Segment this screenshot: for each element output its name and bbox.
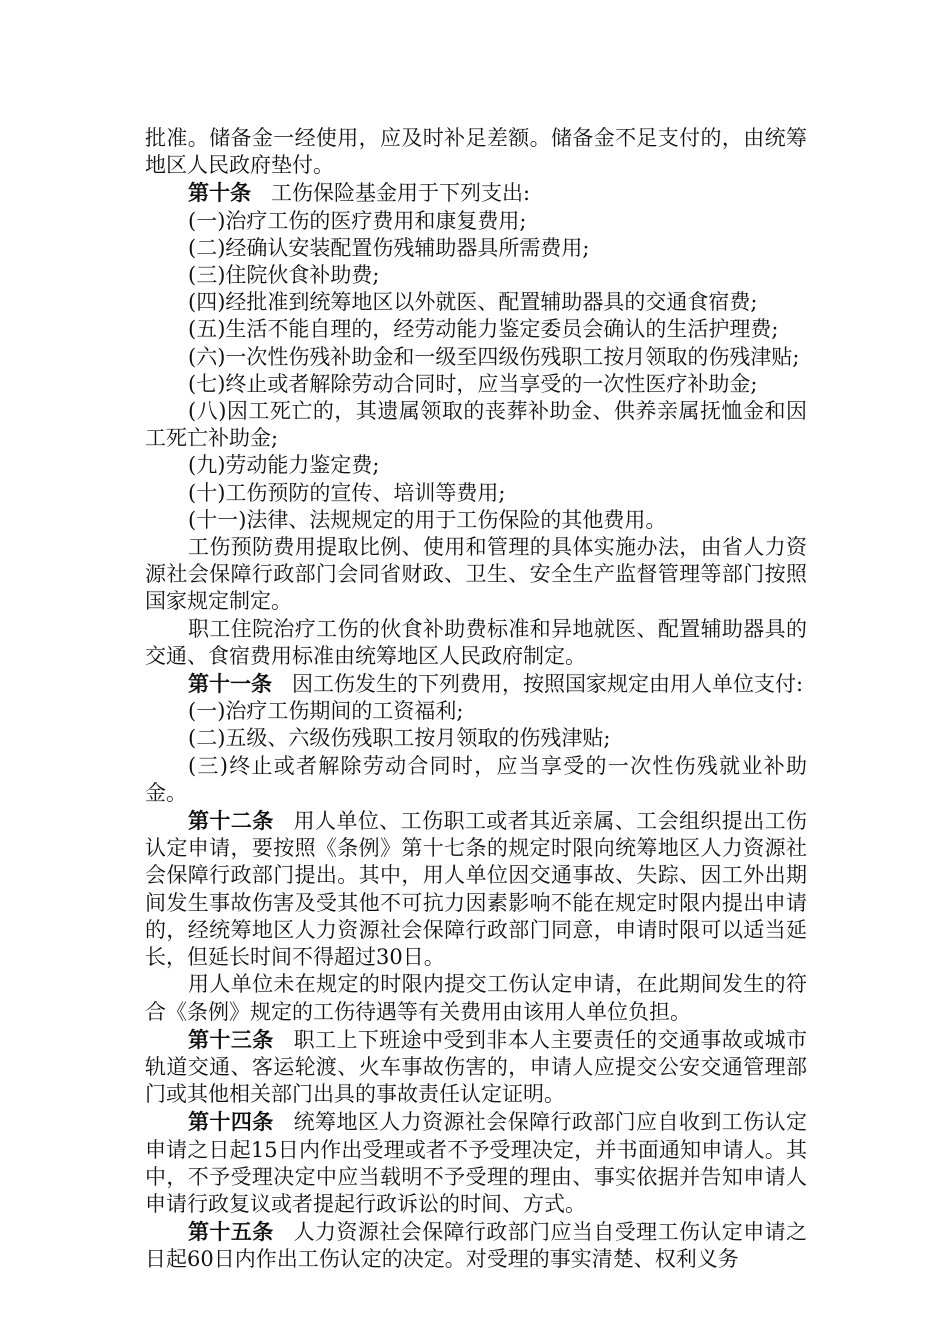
- paragraph-text: 批准。储备金一经使用，应及时补足差额。储备金不足支付的，由统筹地区人民政府垫付。: [145, 126, 807, 178]
- paragraph-text: (一)治疗工伤的医疗费用和康复费用;: [188, 208, 527, 233]
- paragraph-text: 职工住院治疗工伤的伙食补助费标准和异地就医、配置辅助器具的交通、食宿费用标准由统筹地区人民政府制定。: [145, 616, 807, 668]
- paragraph: [145, 507, 807, 534]
- paragraph-text: (三)住院伙食补助费;: [188, 263, 380, 288]
- article-heading: 第十五条: [188, 1219, 274, 1245]
- paragraph-text: (二)经确认安装配置伤残辅助器具所需费用;: [188, 235, 590, 260]
- article-heading: 第十条: [188, 180, 251, 206]
- paragraph: [145, 344, 807, 371]
- paragraph: [145, 289, 807, 316]
- paragraph-text: (十)工伤预防的宣传、培训等费用;: [188, 480, 506, 505]
- paragraph-text: 统筹地区人力资源社会保障行政部门应自收到工伤认定申请之日起15日内作出受理或者不予受理决定，并书面通知申请人。其中，不予受理决定中应当载明不予受理的理由、事实依据并告知申请人申请行政复议或者提起行政诉讼的时间、方式。: [145, 1110, 808, 1216]
- paragraph-text: 职工上下班途中受到非本人主要责任的交通事故或城市轨道交通、客运轮渡、火车事故伤害的，申请人应提交公安交通管理部门或其他相关部门出具的事故责任认定证明。: [145, 1027, 808, 1107]
- paragraph: [145, 753, 807, 807]
- paragraph: [145, 616, 807, 670]
- paragraph: [145, 725, 807, 752]
- paragraph-text: (五)生活不能自理的，经劳动能力鉴定委员会确认的生活护理费;: [188, 317, 779, 342]
- paragraph: [145, 452, 807, 479]
- paragraph-text: 用人单位、工伤职工或者其近亲属、工会组织提出工伤认定申请，要按照《条例》第十七条的规定时限向统筹地区人力资源社会保障行政部门提出。其中，用人单位因交通事故、失踪、因工外出期间发生事故伤害及受其他不可抗力因素影响不能在规定时限内提出申请的，经统筹地区人力资源社会保障行政部门同意，申请时限可以适当延长，但延长时间不得超过30日。: [145, 809, 808, 970]
- article-heading: 第十三条: [188, 1026, 274, 1052]
- paragraph-text: 工伤预防费用提取比例、使用和管理的具体实施办法，由省人力资源社会保障行政部门会同省财政、卫生、安全生产监督管理等部门按照国家规定制定。: [145, 535, 807, 614]
- paragraph-text: (四)经批准到统筹地区以外就医、配置辅助器具的交通食宿费;: [188, 290, 758, 315]
- paragraph: [145, 125, 807, 179]
- article-paragraph: [145, 1218, 807, 1273]
- paragraph: [145, 235, 807, 262]
- paragraph-text: 因工伤发生的下列费用，按照国家规定由用人单位支付:: [292, 672, 804, 697]
- paragraph-text: (十一)法律、法规规定的用于工伤保险的其他费用。: [188, 507, 667, 532]
- article-paragraph: [145, 670, 807, 698]
- article-paragraph: [145, 1108, 807, 1218]
- paragraph-text: (八)因工死亡的，其遗属领取的丧葬补助金、供养亲属抚恤金和因工死亡补助金;: [145, 399, 807, 451]
- paragraph-text: (九)劳动能力鉴定费;: [188, 453, 380, 478]
- paragraph-text: (七)终止或者解除劳动合同时，应当享受的一次性医疗补助金;: [188, 371, 758, 396]
- document-page: [145, 125, 807, 1274]
- paragraph-text: (二)五级、六级伤残职工按月领取的伤残津贴;: [188, 726, 611, 751]
- paragraph-text: (三)终止或者解除劳动合同时，应当享受的一次性伤残就业补助金。: [145, 753, 807, 805]
- paragraph-text: 人力资源社会保障行政部门应当自受理工伤认定申请之日起60日内作出工伤认定的决定。对受理的事实清楚、权利义务: [145, 1220, 808, 1272]
- paragraph: [145, 480, 807, 507]
- article-paragraph: [145, 179, 807, 207]
- paragraph: [145, 698, 807, 725]
- article-paragraph: [145, 807, 807, 971]
- paragraph-text: (一)治疗工伤期间的工资福利;: [188, 699, 464, 724]
- paragraph-text: 用人单位未在规定的时限内提交工伤认定申请，在此期间发生的符合《条例》规定的工伤待遇等有关费用由该用人单位负担。: [145, 972, 807, 1024]
- paragraph-text: (六)一次性伤残补助金和一级至四级伤残职工按月领取的伤残津贴;: [188, 344, 800, 369]
- paragraph: [145, 316, 807, 343]
- article-paragraph: [145, 1026, 807, 1109]
- article-heading: 第十二条: [188, 808, 274, 834]
- paragraph: [145, 971, 807, 1025]
- paragraph: [145, 262, 807, 289]
- paragraph: [145, 371, 807, 398]
- paragraph-text: 工伤保险基金用于下列支出:: [271, 181, 531, 206]
- article-heading: 第十四条: [188, 1109, 274, 1135]
- article-heading: 第十一条: [188, 671, 272, 697]
- paragraph: [145, 534, 807, 616]
- paragraph: [145, 398, 807, 452]
- paragraph: [145, 208, 807, 235]
